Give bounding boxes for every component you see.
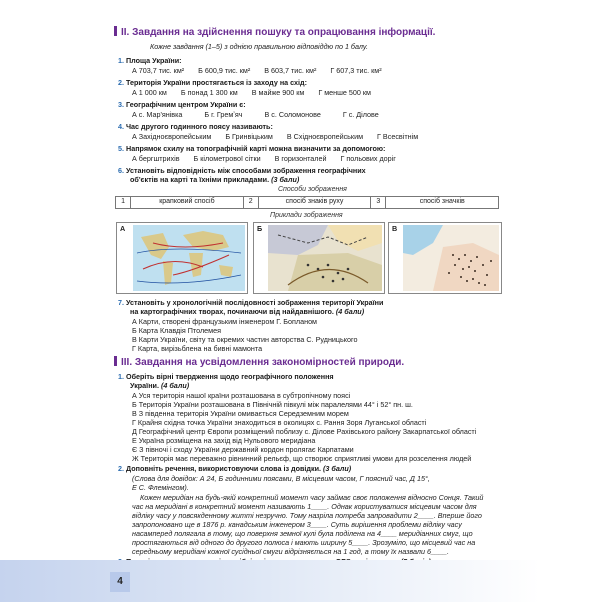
question-points: (4 бали) [335,307,365,316]
option[interactable]: Е Україна розміщена на захід від Нульового меридіана [132,436,316,445]
question-number: 3. [118,100,124,109]
option[interactable]: Б Гринвіцьким [225,132,273,141]
option[interactable]: В 603,7 тис. км² [264,66,317,75]
option[interactable]: А с. Мар'янівка [132,110,183,119]
option[interactable]: Б кілометрової сітки [193,154,261,163]
question-6 [118,166,366,175]
fill-in-text: середньому меридіані кожної сусідньої смуги відрізняється на 1 год, а тому їх назвали 6____. [132,547,449,556]
method-number: 2 [243,197,258,209]
option[interactable]: А 1 000 км [132,88,167,97]
section-bar [114,26,117,36]
method-label: крапковий спосіб [131,197,243,209]
question-1-options [132,66,394,75]
question-3-1-line-2 [130,381,189,390]
option[interactable]: А Західноєвропейським [132,132,212,141]
option[interactable]: Б 600,9 тис. км² [198,66,251,75]
question-3-options [132,110,391,119]
section-bar [114,356,117,366]
section-3-title-text: III. Завдання на усвідомлення закономірностей природи. [121,357,405,368]
question-points: (4 бали) [160,381,190,390]
question-1 [118,56,182,65]
question-text: Напрямок схилу на топографічній карті можна визначити за допомогою: [126,144,386,153]
method-number: 3 [371,197,386,209]
question-number: 7. [118,298,124,307]
question-7 [118,298,383,307]
question-5 [118,144,385,153]
fill-in-text: насамперед полягала в тому, що поверхня земної кулі була поділена на 4____ меридіанних смуг, що [132,529,473,538]
method-label: спосіб значків [386,197,499,209]
example-b [253,222,385,294]
question-number: 6. [118,166,124,175]
section-2-title-text: II. Завдання на здійснення пошуку та опрацювання інформації. [121,27,436,38]
examples-caption: Приклади зображення [270,212,343,219]
question-number: 5. [118,144,124,153]
option[interactable]: В Східноєвропейським [286,132,364,141]
page-number: 4 [110,572,130,592]
question-text: Оберіть вірні твердження щодо географічного положення [126,372,334,381]
question-number: 4. [118,122,124,131]
question-text: Установіть відповідність між способами зображення географічних [126,166,366,175]
option[interactable]: А бергштрихів [132,154,180,163]
question-text: Географічним центром України є: [126,100,246,109]
section-2-title [114,26,435,40]
methods-table [115,196,499,209]
question-3 [118,100,246,109]
option[interactable]: Б Територія України розташована в Північній півкулі між паралелями 44° і 52° пн. ш. [132,400,413,409]
option[interactable]: В с. Соломонове [264,110,321,119]
example-letter: Б [257,224,263,233]
methods-caption: Способи зображення [278,186,347,193]
question-text: Доповніть речення, використовуючи слова із довідки. [126,464,321,473]
option[interactable]: В Карти України, світу та окремих частин авторства С. Рудницького [132,335,358,344]
method-label: спосіб знаків руху [258,197,370,209]
world-map-image [133,225,245,291]
question-text: Установіть у хронологічній послідовності зображення території України [126,298,384,307]
question-5-options [132,154,408,163]
question-3-2 [118,464,351,473]
question-number: 1. [118,372,124,381]
example-letter: А [120,224,126,233]
question-points: (3 бали) [323,464,352,473]
option[interactable]: Г польових доріг [340,154,396,163]
question-text: об'єктів на карті та їхніми прикладами. [130,175,270,184]
option[interactable]: Г Всесвітнім [377,132,419,141]
option[interactable]: А 703,7 тис. км² [132,66,185,75]
question-number: 1. [118,56,124,65]
section-3-title [114,356,404,370]
fill-in-text: запропоновано ще в 1876 р. канадським інженером 3____. Суть вирішення проблеми відліку часу [132,520,462,529]
option[interactable]: Г менше 500 км [318,88,371,97]
option[interactable]: Д Географічний центр Європи розміщений поблизу с. Ділове Рахівського району Закарпатської області [132,427,477,436]
option[interactable]: А Карти, створені французьким інженером Г. Бопланом [132,317,318,326]
fill-in-text: час на меридіані в конкретний момент називають 1____. Однак користуватися місцевим часом для [132,502,477,511]
option[interactable]: В горизонталей [274,154,327,163]
option[interactable]: В майже 900 км [251,88,305,97]
section-2-intro: Кожне завдання (1–5) з однією правильною відповіддю по 1 балу. [150,42,368,51]
option[interactable]: Г 607,3 тис. км² [330,66,382,75]
method-number: 1 [116,197,131,209]
hint-line: Е С. Флемінгом). [132,483,189,492]
example-letter: В [392,224,398,233]
fill-in-text: простягаються від одного до другого полюса і мають ширину 5____. Зрозуміло, що місцевий час на [132,538,476,547]
option[interactable]: А Уся територія нашої країни розташована в субтропічному поясі [132,391,351,400]
fill-in-text: відліку часу у повсякденному житті незручно. Тому назріла потреба запровадити 2____. Вперше його [132,511,482,520]
example-a [116,222,248,294]
question-7-line-2 [130,307,364,316]
option[interactable]: Б г. Гремʼяч [204,110,243,119]
question-text: Територія України простягається із заходу на схід: [126,78,308,87]
question-text: Площа України: [126,56,182,65]
dot-map-image [403,225,499,291]
question-number: 2. [118,78,124,87]
footer-band [0,560,600,602]
option[interactable]: Г с. Ділове [342,110,379,119]
regional-map-image [268,225,382,291]
question-4-options [132,132,430,141]
option[interactable]: В З південна територія України омивається Середземним морем [132,409,349,418]
question-points: (3 бали) [271,175,300,184]
question-text: Час другого годинного поясу називають: [126,122,273,131]
option[interactable]: Є З півночі і сходу України державний кордон пролягає Карпатами [132,445,354,454]
question-text: на картографічних творах, починаючи від найдавнішого. [130,307,334,316]
question-2 [118,78,307,87]
fill-in-text: Кожен меридіан на будь-якій конкретний момент часу займає своє положення відносно Сонця. Такий [140,493,484,502]
question-2-options [132,88,383,97]
option[interactable]: Г Карта, вирізьблена на бивні мамонта [132,344,263,353]
hint-line: (Слова для довідок: А 24, Б годинними поясами, В місцевим часом, Г поясний час, Д 15°, [132,474,430,483]
question-text: України. [130,381,159,390]
example-c [388,222,502,294]
question-3-1 [118,372,334,381]
question-number: 2. [118,464,124,473]
question-4 [118,122,273,131]
option[interactable]: Б понад 1 300 км [180,88,238,97]
option[interactable]: Ж Територія має переважно рівнинний рельєф, що створює сприятливі умови для розселення людей [132,454,472,463]
option[interactable]: Б Карта Клавдія Птолемея [132,326,221,335]
option[interactable]: Г Крайня східна точка України знаходиться в околицях с. Рання Зоря Луганської області [132,418,427,427]
question-6-line-2 [130,175,299,184]
